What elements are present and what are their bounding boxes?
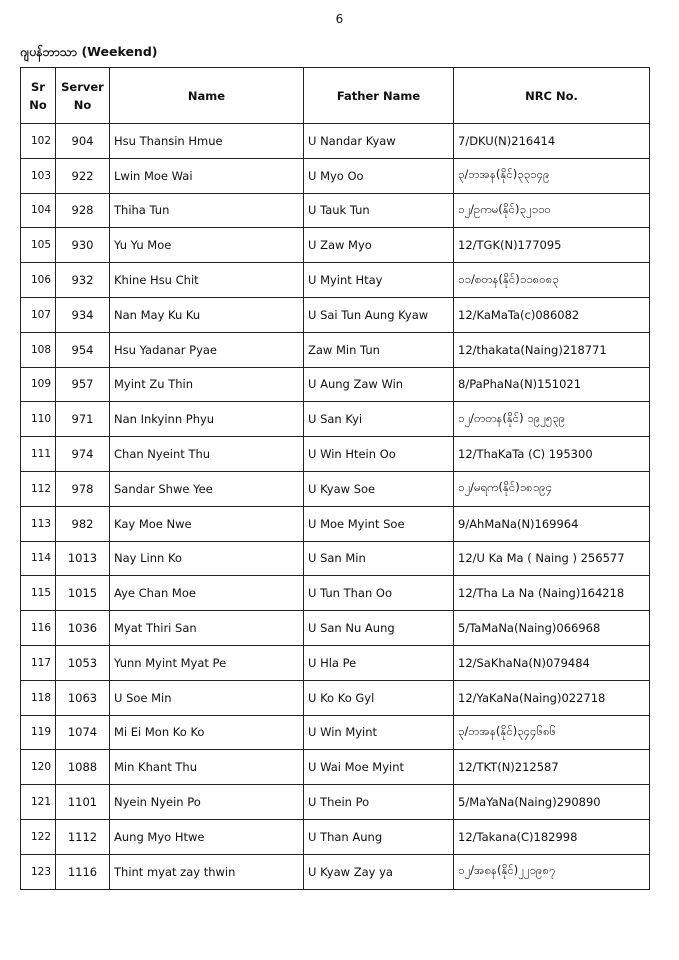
cell-name: Khine Hsu Chit [110,263,304,298]
cell-father-name: U San Nu Aung [304,611,454,646]
cell-nrc-no: 5/MaYaNa(Naing)290890 [454,785,650,820]
cell-server-no: 930 [56,228,110,263]
table-row [21,437,650,472]
cell-name: Thiha Tun [110,193,304,228]
table-row [21,611,650,646]
cell-nrc-no: ၃/ဘအန(နိုင်)၃၄၄၆၈၆ [454,715,650,750]
cell-sr-no: 116 [21,611,56,646]
cell-name: Mi Ei Mon Ko Ko [110,715,304,750]
cell-sr-no: 104 [21,193,56,228]
cell-sr-no: 106 [21,263,56,298]
cell-father-name: U Zaw Myo [304,228,454,263]
cell-server-no: 1015 [56,576,110,611]
cell-server-no: 1036 [56,611,110,646]
cell-server-no: 1101 [56,785,110,820]
cell-server-no: 974 [56,437,110,472]
cell-sr-no: 122 [21,819,56,854]
cell-name: Nan May Ku Ku [110,297,304,332]
cell-server-no: 982 [56,506,110,541]
cell-name: Sandar Shwe Yee [110,471,304,506]
table-body [21,124,650,890]
table-row [21,785,650,820]
cell-nrc-no: 12/Tha La Na (Naing)164218 [454,576,650,611]
cell-father-name: U Win Myint [304,715,454,750]
cell-server-no: 971 [56,402,110,437]
page-number: 6 [335,12,344,26]
cell-sr-no: 120 [21,750,56,785]
cell-sr-no: 103 [21,158,56,193]
cell-father-name: U Tun Than Oo [304,576,454,611]
cell-server-no: 978 [56,471,110,506]
cell-nrc-no: ၁၂/တတန(နိုင်) ၁၉၂၅၃၉ [454,402,650,437]
header-name: Name [110,68,304,124]
table-row [21,541,650,576]
cell-nrc-no: ၃/ဘအန(နိုင်)၃၃၁၄၉ [454,158,650,193]
section-heading: ဂျပန်ဘာသာ (Weekend) [20,44,158,59]
cell-name: Aung Myo Htwe [110,819,304,854]
cell-father-name: U Myo Oo [304,158,454,193]
table-header-row [21,68,650,124]
cell-sr-no: 107 [21,297,56,332]
table-row [21,715,650,750]
header-server-no: Server No [56,68,110,124]
cell-sr-no: 112 [21,471,56,506]
cell-server-no: 904 [56,124,110,159]
cell-server-no: 954 [56,332,110,367]
cell-sr-no: 113 [21,506,56,541]
table-row [21,124,650,159]
cell-father-name: U Tauk Tun [304,193,454,228]
cell-sr-no: 115 [21,576,56,611]
header-nrc-no: NRC No. [454,68,650,124]
header-sr-no: Sr No [21,68,56,124]
cell-name: Lwin Moe Wai [110,158,304,193]
cell-father-name: U Thein Po [304,785,454,820]
cell-sr-no: 105 [21,228,56,263]
cell-father-name: U San Min [304,541,454,576]
cell-name: Yunn Myint Myat Pe [110,645,304,680]
table-row [21,297,650,332]
cell-server-no: 1074 [56,715,110,750]
cell-name: Yu Yu Moe [110,228,304,263]
cell-sr-no: 111 [21,437,56,472]
cell-nrc-no: ၁၂/အစန(နိုင်)၂၂၁၉၈၇ [454,854,650,889]
cell-server-no: 932 [56,263,110,298]
cell-server-no: 957 [56,367,110,402]
cell-nrc-no: 12/ThaKaTa (C) 195300 [454,437,650,472]
cell-father-name: U Ko Ko Gyl [304,680,454,715]
cell-sr-no: 110 [21,402,56,437]
table-row [21,228,650,263]
cell-father-name: U Sai Tun Aung Kyaw [304,297,454,332]
cell-father-name: Zaw Min Tun [304,332,454,367]
cell-sr-no: 121 [21,785,56,820]
cell-name: Nyein Nyein Po [110,785,304,820]
cell-nrc-no: 9/AhMaNa(N)169964 [454,506,650,541]
cell-nrc-no: ၁၁/စတန(နိုင်)၁၁၈၀၈၃ [454,263,650,298]
cell-nrc-no: 12/U Ka Ma ( Naing ) 256577 [454,541,650,576]
cell-sr-no: 119 [21,715,56,750]
cell-father-name: U Aung Zaw Win [304,367,454,402]
table-row [21,576,650,611]
cell-nrc-no: 12/KaMaTa(c)086082 [454,297,650,332]
cell-server-no: 1063 [56,680,110,715]
table-row [21,263,650,298]
table-row [21,158,650,193]
cell-nrc-no: 12/YaKaNa(Naing)022718 [454,680,650,715]
cell-server-no: 1053 [56,645,110,680]
cell-father-name: U Moe Myint Soe [304,506,454,541]
cell-name: Nay Linn Ko [110,541,304,576]
cell-father-name: U Nandar Kyaw [304,124,454,159]
cell-name: Nan Inkyinn Phyu [110,402,304,437]
cell-server-no: 922 [56,158,110,193]
cell-server-no: 928 [56,193,110,228]
cell-name: Aye Chan Moe [110,576,304,611]
cell-name: Chan Nyeint Thu [110,437,304,472]
cell-sr-no: 108 [21,332,56,367]
cell-nrc-no: 12/TGK(N)177095 [454,228,650,263]
cell-father-name: U Kyaw Zay ya [304,854,454,889]
table-row [21,506,650,541]
cell-name: Hsu Yadanar Pyae [110,332,304,367]
cell-name: U Soe Min [110,680,304,715]
cell-father-name: U Kyaw Soe [304,471,454,506]
cell-name: Myat Thiri San [110,611,304,646]
cell-nrc-no: 12/thakata(Naing)218771 [454,332,650,367]
cell-name: Thint myat zay thwin [110,854,304,889]
table-row [21,332,650,367]
cell-sr-no: 118 [21,680,56,715]
table-row [21,645,650,680]
cell-nrc-no: 12/Takana(C)182998 [454,819,650,854]
table-row [21,819,650,854]
cell-sr-no: 123 [21,854,56,889]
cell-server-no: 1088 [56,750,110,785]
table-row [21,750,650,785]
cell-sr-no: 117 [21,645,56,680]
header-father-name: Father Name [304,68,454,124]
cell-nrc-no: 8/PaPhaNa(N)151021 [454,367,650,402]
table-row [21,402,650,437]
cell-nrc-no: 12/TKT(N)212587 [454,750,650,785]
table-row [21,854,650,889]
cell-father-name: U Wai Moe Myint [304,750,454,785]
cell-nrc-no: 5/TaMaNa(Naing)066968 [454,611,650,646]
cell-father-name: U Than Aung [304,819,454,854]
cell-sr-no: 102 [21,124,56,159]
cell-nrc-no: ၁၂/ဥကမ(နိုင်)၃၂၁၁၀ [454,193,650,228]
table-row [21,193,650,228]
table-row [21,680,650,715]
cell-nrc-no: 7/DKU(N)216414 [454,124,650,159]
cell-father-name: U San Kyi [304,402,454,437]
cell-server-no: 1116 [56,854,110,889]
cell-name: Myint Zu Thin [110,367,304,402]
cell-father-name: U Hla Pe [304,645,454,680]
cell-server-no: 1013 [56,541,110,576]
cell-father-name: U Win Htein Oo [304,437,454,472]
table-row [21,471,650,506]
cell-sr-no: 109 [21,367,56,402]
table-row [21,367,650,402]
cell-nrc-no: ၁၂/မရက(နိုင်)၁၈၁၉၄ [454,471,650,506]
cell-nrc-no: 12/SaKhaNa(N)079484 [454,645,650,680]
cell-name: Min Khant Thu [110,750,304,785]
cell-name: Kay Moe Nwe [110,506,304,541]
cell-server-no: 934 [56,297,110,332]
cell-name: Hsu Thansin Hmue [110,124,304,159]
cell-sr-no: 114 [21,541,56,576]
cell-father-name: U Myint Htay [304,263,454,298]
roster-table [20,67,650,890]
cell-server-no: 1112 [56,819,110,854]
